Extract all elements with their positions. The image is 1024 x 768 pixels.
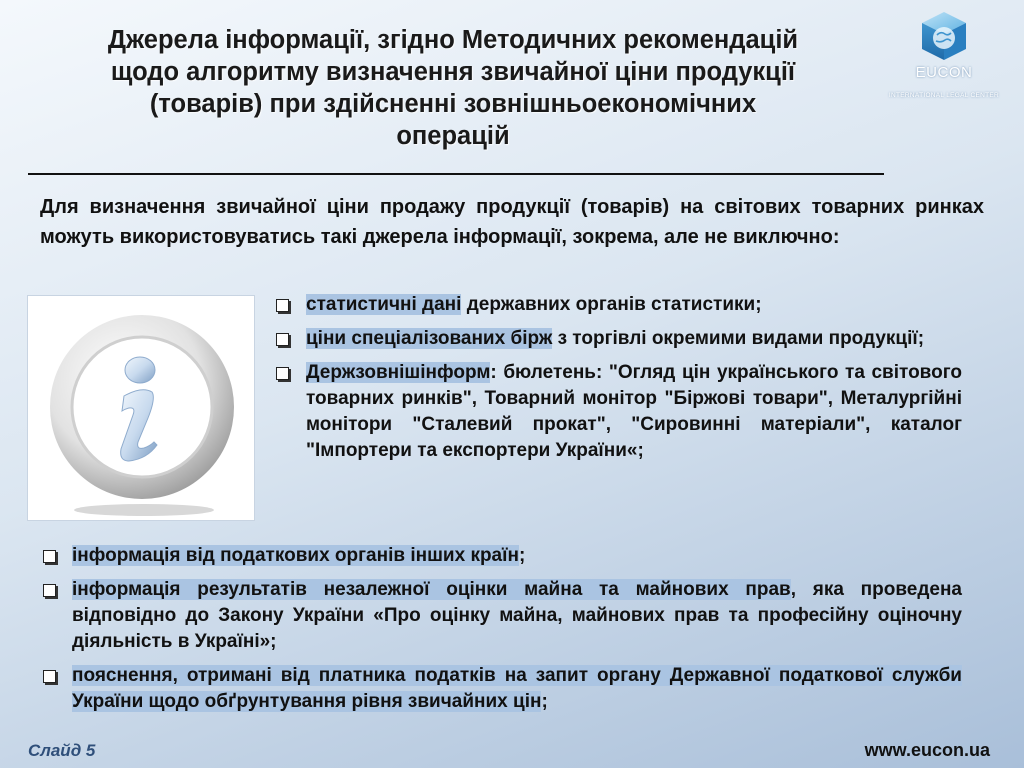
list-item [40,543,962,569]
title-divider [28,173,884,175]
bullet-text: ; [518,545,526,566]
bullet-highlight: Держзовнішінформ [306,362,491,383]
list-item [40,663,962,715]
bullet-highlight: ціни спеціалізованих бірж [306,328,553,349]
bullet-text: з торгівлі окремими видами продукції; [552,328,925,349]
title-line-3: (товарів) при здійсненні зовнішньоекономічних [149,90,757,118]
checkbox-bullet-icon [43,550,56,563]
title-line-4: операцій [396,122,510,150]
bullet-list-top [273,292,962,472]
bullet-highlight: статистичні дані [306,294,462,315]
checkbox-bullet-icon [276,367,289,380]
checkbox-bullet-icon [43,670,56,683]
bullet-text: державних органів статистики; [461,294,762,315]
checkbox-bullet-icon [276,333,289,346]
intro-text: Для визначення звичайної ціни продажу продукції (товарів) на світових товарних ринках можуть використовуватись такі джерела інформації, зокрема, але не виключно: [40,196,984,248]
info-icon [28,296,256,522]
bullet-highlight: інформація результатів незалежної оцінки майна та майнових прав [72,579,791,600]
bullet-text: , яка проведена відповідно до Закону України «Про оцінку майна, майнових прав та професійну оціночну діяльність в Україні»; [72,579,962,652]
title-line-2: щодо алгоритму визначення звичайної ціни продукції [110,58,796,86]
list-item [273,360,962,464]
eucon-logo [886,10,1002,106]
slide-number: Слайд 5 [28,741,96,760]
cube-globe-icon [886,10,1002,66]
list-item [273,292,962,318]
bullet-text: ; [541,691,548,712]
checkbox-bullet-icon [43,584,56,597]
info-image [27,295,255,521]
list-item [40,577,962,655]
bullet-highlight: пояснення, отримані від платника податків на запит органу Державної податкової служби України щодо обґрунтування рівня звичайних цін [72,665,962,712]
bullet-text: : бюлетень: "Огляд цін українського та світового товарних ринків", Товарний монітор "Біржові товари", Металургійні монітори "Сталевий прокат", "Сировинні матеріали", каталог "Імпортери та експортери України«; [306,362,962,461]
bullet-list-bottom [40,543,962,723]
slide-title [20,24,886,152]
checkbox-bullet-icon [276,299,289,312]
logo-name: EUCON [915,64,973,81]
title-line-1: Джерела інформації, згідно Методичних рекомендацій [107,26,799,54]
list-item [273,326,962,352]
bullet-highlight: інформація від податкових органів інших країн [72,545,519,566]
website-link[interactable]: www.eucon.ua [864,740,990,760]
logo-subtitle: INTERNATIONAL LEGAL CENTER [888,92,1000,99]
